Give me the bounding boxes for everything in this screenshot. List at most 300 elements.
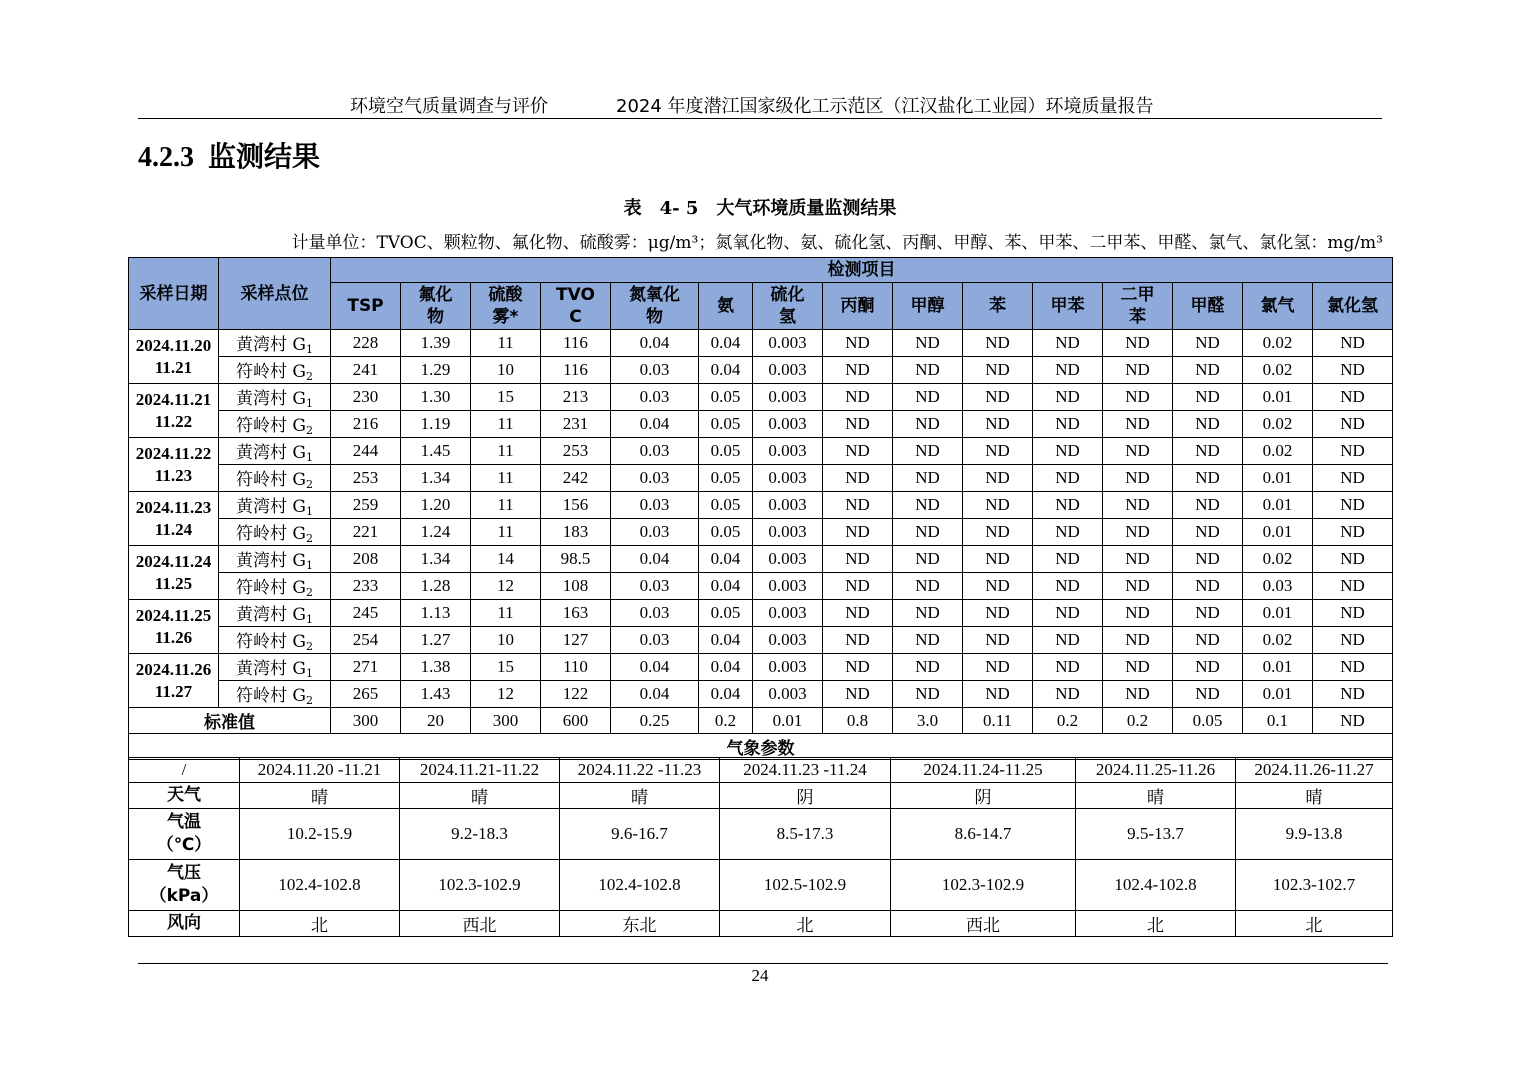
col-header-item: 硫化 氢 bbox=[753, 283, 823, 330]
weather-value: 晴 bbox=[1076, 783, 1236, 809]
weather-date: 2024.11.26-11.27 bbox=[1236, 758, 1393, 783]
value-cell: ND bbox=[963, 681, 1033, 708]
weather-value: 8.5-17.3 bbox=[720, 809, 891, 860]
value-cell: 116 bbox=[541, 357, 611, 384]
value-cell: 1.28 bbox=[401, 573, 471, 600]
value-cell: 221 bbox=[331, 519, 401, 546]
weather-row bbox=[129, 911, 1393, 937]
value-cell: ND bbox=[823, 573, 893, 600]
weather-date: 2024.11.24-11.25 bbox=[891, 758, 1076, 783]
weather-title: 气象参数 bbox=[129, 734, 1393, 760]
table-row bbox=[129, 654, 1393, 681]
value-cell: ND bbox=[1103, 492, 1173, 519]
value-cell: 0.003 bbox=[753, 465, 823, 492]
sample-site: 符岭村 $G_2$ bbox=[219, 519, 331, 546]
sample-date: 2024.11.22 11.23 bbox=[129, 438, 219, 492]
value-cell: ND bbox=[1103, 357, 1173, 384]
weather-row bbox=[129, 783, 1393, 809]
value-cell: ND bbox=[893, 357, 963, 384]
value-cell: 0.04 bbox=[699, 681, 753, 708]
value-cell: ND bbox=[1103, 465, 1173, 492]
value-cell: ND bbox=[1103, 411, 1173, 438]
value-cell: 163 bbox=[541, 600, 611, 627]
standard-value: 0.25 bbox=[611, 708, 699, 734]
weather-date: 2024.11.20 -11.21 bbox=[240, 758, 400, 783]
col-header-item: 氨 bbox=[699, 283, 753, 330]
value-cell: 0.05 bbox=[699, 600, 753, 627]
col-header-item: 氯气 bbox=[1243, 283, 1313, 330]
value-cell: ND bbox=[1313, 681, 1393, 708]
sample-site: 黄湾村 $G_1$ bbox=[219, 492, 331, 519]
value-cell: ND bbox=[1033, 627, 1103, 654]
standard-value: 300 bbox=[471, 708, 541, 734]
value-cell: 0.01 bbox=[1243, 519, 1313, 546]
value-cell: ND bbox=[1173, 330, 1243, 357]
col-header-item: 丙酮 bbox=[823, 283, 893, 330]
value-cell: 228 bbox=[331, 330, 401, 357]
monitoring-table-body bbox=[129, 258, 1393, 760]
value-cell: 0.03 bbox=[611, 357, 699, 384]
weather-value: 10.2-15.9 bbox=[240, 809, 400, 860]
value-cell: ND bbox=[1173, 681, 1243, 708]
sample-date: 2024.11.21 11.22 bbox=[129, 384, 219, 438]
value-cell: 230 bbox=[331, 384, 401, 411]
value-cell: 15 bbox=[471, 384, 541, 411]
value-cell: 0.04 bbox=[699, 546, 753, 573]
weather-value: 北 bbox=[1236, 911, 1393, 937]
value-cell: ND bbox=[963, 438, 1033, 465]
sample-site: 符岭村 $G_2$ bbox=[219, 411, 331, 438]
sample-site: 黄湾村 $G_1$ bbox=[219, 330, 331, 357]
table-row bbox=[129, 681, 1393, 708]
value-cell: 0.05 bbox=[699, 519, 753, 546]
value-cell: 233 bbox=[331, 573, 401, 600]
value-cell: 0.003 bbox=[753, 600, 823, 627]
value-cell: ND bbox=[1313, 465, 1393, 492]
weather-value: 东北 bbox=[560, 911, 720, 937]
value-cell: 0.03 bbox=[611, 573, 699, 600]
value-cell: 0.003 bbox=[753, 681, 823, 708]
value-cell: 0.03 bbox=[1243, 573, 1313, 600]
value-cell: 0.003 bbox=[753, 330, 823, 357]
weather-corner: / bbox=[129, 758, 240, 783]
value-cell: ND bbox=[1313, 519, 1393, 546]
value-cell: ND bbox=[1033, 654, 1103, 681]
monitoring-results-table bbox=[128, 257, 1393, 760]
value-cell: ND bbox=[823, 492, 893, 519]
value-cell: ND bbox=[963, 357, 1033, 384]
section-heading bbox=[138, 135, 320, 175]
weather-value: 9.6-16.7 bbox=[560, 809, 720, 860]
value-cell: 1.38 bbox=[401, 654, 471, 681]
weather-row bbox=[129, 860, 1393, 911]
weather-value: 晴 bbox=[400, 783, 560, 809]
sample-date: 2024.11.20 11.21 bbox=[129, 330, 219, 384]
weather-value: 晴 bbox=[240, 783, 400, 809]
value-cell: ND bbox=[1103, 546, 1173, 573]
col-header-item: 苯 bbox=[963, 283, 1033, 330]
weather-date: 2024.11.21-11.22 bbox=[400, 758, 560, 783]
value-cell: ND bbox=[823, 411, 893, 438]
weather-value: 102.3-102.7 bbox=[1236, 860, 1393, 911]
value-cell: 244 bbox=[331, 438, 401, 465]
value-cell: ND bbox=[1033, 600, 1103, 627]
value-cell: 1.19 bbox=[401, 411, 471, 438]
weather-value: 9.9-13.8 bbox=[1236, 809, 1393, 860]
standard-value: 3.0 bbox=[893, 708, 963, 734]
value-cell: ND bbox=[963, 600, 1033, 627]
value-cell: ND bbox=[1313, 492, 1393, 519]
weather-value: 西北 bbox=[400, 911, 560, 937]
value-cell: ND bbox=[893, 546, 963, 573]
value-cell: 216 bbox=[331, 411, 401, 438]
value-cell: ND bbox=[1103, 519, 1173, 546]
table-row bbox=[129, 465, 1393, 492]
value-cell: ND bbox=[1173, 492, 1243, 519]
value-cell: 213 bbox=[541, 384, 611, 411]
value-cell: ND bbox=[963, 465, 1033, 492]
weather-value: 阴 bbox=[720, 783, 891, 809]
value-cell: ND bbox=[893, 492, 963, 519]
weather-value: 102.4-102.8 bbox=[240, 860, 400, 911]
table-row bbox=[129, 600, 1393, 627]
weather-value: 102.4-102.8 bbox=[560, 860, 720, 911]
value-cell: 0.02 bbox=[1243, 357, 1313, 384]
weather-value: 9.5-13.7 bbox=[1076, 809, 1236, 860]
value-cell: 0.02 bbox=[1243, 546, 1313, 573]
col-header-item: 甲醛 bbox=[1173, 283, 1243, 330]
col-header-item: 硫酸 雾* bbox=[471, 283, 541, 330]
value-cell: 156 bbox=[541, 492, 611, 519]
value-cell: ND bbox=[1173, 411, 1243, 438]
value-cell: 0.04 bbox=[699, 627, 753, 654]
value-cell: ND bbox=[963, 573, 1033, 600]
value-cell: ND bbox=[893, 654, 963, 681]
sample-date: 2024.11.25 11.26 bbox=[129, 600, 219, 654]
table-caption: 表 4- 5 大气环境质量监测结果 bbox=[623, 198, 897, 219]
value-cell: ND bbox=[1033, 411, 1103, 438]
value-cell: 1.43 bbox=[401, 681, 471, 708]
value-cell: ND bbox=[1033, 573, 1103, 600]
value-cell: ND bbox=[1173, 627, 1243, 654]
value-cell: 1.27 bbox=[401, 627, 471, 654]
weather-row bbox=[129, 809, 1393, 860]
sample-site: 符岭村 $G_2$ bbox=[219, 681, 331, 708]
value-cell: ND bbox=[963, 411, 1033, 438]
standard-value: 0.2 bbox=[1033, 708, 1103, 734]
value-cell: 15 bbox=[471, 654, 541, 681]
weather-value: 北 bbox=[1076, 911, 1236, 937]
value-cell: 0.04 bbox=[611, 546, 699, 573]
standard-value: 0.1 bbox=[1243, 708, 1313, 734]
value-cell: 0.04 bbox=[611, 330, 699, 357]
value-cell: ND bbox=[893, 573, 963, 600]
table-row bbox=[129, 411, 1393, 438]
weather-value: 晴 bbox=[1236, 783, 1393, 809]
units-note: 计量单位：TVOC、颗粒物、氟化物、硫酸雾：μg/m³；氮氧化物、氨、硫化氢、丙酮、甲醇、苯、甲苯、二甲苯、甲醛、氯气、氯化氢：mg/m³ bbox=[291, 233, 1383, 253]
value-cell: 12 bbox=[471, 573, 541, 600]
value-cell: 0.01 bbox=[1243, 654, 1313, 681]
value-cell: 98.5 bbox=[541, 546, 611, 573]
value-cell: 0.02 bbox=[1243, 627, 1313, 654]
value-cell: ND bbox=[1033, 438, 1103, 465]
value-cell: ND bbox=[1313, 411, 1393, 438]
weather-row-label: 气温 （℃） bbox=[129, 809, 240, 860]
value-cell: 127 bbox=[541, 627, 611, 654]
value-cell: 11 bbox=[471, 519, 541, 546]
standard-label: 标准值 bbox=[129, 708, 331, 734]
sample-site: 黄湾村 $G_1$ bbox=[219, 438, 331, 465]
value-cell: 0.04 bbox=[699, 357, 753, 384]
value-cell: ND bbox=[1313, 627, 1393, 654]
value-cell: ND bbox=[823, 627, 893, 654]
value-cell: 0.02 bbox=[1243, 411, 1313, 438]
value-cell: ND bbox=[823, 438, 893, 465]
value-cell: 0.04 bbox=[699, 654, 753, 681]
value-cell: 0.02 bbox=[1243, 330, 1313, 357]
weather-value: 102.4-102.8 bbox=[1076, 860, 1236, 911]
value-cell: 122 bbox=[541, 681, 611, 708]
value-cell: 11 bbox=[471, 465, 541, 492]
standard-value: 300 bbox=[331, 708, 401, 734]
col-header-item: TVO C bbox=[541, 283, 611, 330]
value-cell: 253 bbox=[541, 438, 611, 465]
footer-rule bbox=[138, 963, 1388, 964]
value-cell: 0.04 bbox=[611, 411, 699, 438]
standard-value: 0.2 bbox=[699, 708, 753, 734]
value-cell: ND bbox=[1033, 357, 1103, 384]
sample-site: 黄湾村 $G_1$ bbox=[219, 654, 331, 681]
weather-value: 102.3-102.9 bbox=[891, 860, 1076, 911]
standard-value: 0.2 bbox=[1103, 708, 1173, 734]
col-header-site: 采样点位 bbox=[219, 258, 331, 330]
sample-date: 2024.11.24 11.25 bbox=[129, 546, 219, 600]
value-cell: ND bbox=[823, 384, 893, 411]
value-cell: 265 bbox=[331, 681, 401, 708]
value-cell: 1.13 bbox=[401, 600, 471, 627]
value-cell: ND bbox=[1173, 654, 1243, 681]
value-cell: 0.04 bbox=[611, 681, 699, 708]
value-cell: 108 bbox=[541, 573, 611, 600]
value-cell: ND bbox=[823, 654, 893, 681]
value-cell: ND bbox=[893, 465, 963, 492]
value-cell: 208 bbox=[331, 546, 401, 573]
standard-value: 0.05 bbox=[1173, 708, 1243, 734]
value-cell: ND bbox=[823, 681, 893, 708]
value-cell: 0.04 bbox=[699, 573, 753, 600]
table-row bbox=[129, 330, 1393, 357]
value-cell: 0.003 bbox=[753, 546, 823, 573]
value-cell: 241 bbox=[331, 357, 401, 384]
weather-date: 2024.11.22 -11.23 bbox=[560, 758, 720, 783]
value-cell: 245 bbox=[331, 600, 401, 627]
value-cell: ND bbox=[963, 492, 1033, 519]
value-cell: ND bbox=[1173, 546, 1243, 573]
table-row bbox=[129, 492, 1393, 519]
value-cell: ND bbox=[1173, 600, 1243, 627]
weather-row-label: 天气 bbox=[129, 783, 240, 809]
sample-site: 符岭村 $G_2$ bbox=[219, 357, 331, 384]
value-cell: 0.03 bbox=[611, 438, 699, 465]
value-cell: 0.003 bbox=[753, 573, 823, 600]
value-cell: ND bbox=[1313, 330, 1393, 357]
weather-value: 阴 bbox=[891, 783, 1076, 809]
value-cell: ND bbox=[893, 384, 963, 411]
value-cell: 0.02 bbox=[1243, 438, 1313, 465]
value-cell: ND bbox=[893, 411, 963, 438]
value-cell: 242 bbox=[541, 465, 611, 492]
weather-value: 北 bbox=[240, 911, 400, 937]
value-cell: ND bbox=[963, 654, 1033, 681]
value-cell: 0.03 bbox=[611, 519, 699, 546]
value-cell: 0.01 bbox=[1243, 384, 1313, 411]
value-cell: ND bbox=[823, 519, 893, 546]
value-cell: ND bbox=[963, 330, 1033, 357]
value-cell: 1.20 bbox=[401, 492, 471, 519]
value-cell: 231 bbox=[541, 411, 611, 438]
value-cell: 0.05 bbox=[699, 492, 753, 519]
weather-value: 北 bbox=[720, 911, 891, 937]
value-cell: 0.05 bbox=[699, 384, 753, 411]
value-cell: 0.05 bbox=[699, 411, 753, 438]
table-row bbox=[129, 438, 1393, 465]
value-cell: 0.01 bbox=[1243, 492, 1313, 519]
value-cell: 11 bbox=[471, 330, 541, 357]
value-cell: ND bbox=[1173, 438, 1243, 465]
value-cell: 0.01 bbox=[1243, 600, 1313, 627]
col-header-item: 甲醇 bbox=[893, 283, 963, 330]
value-cell: ND bbox=[823, 357, 893, 384]
value-cell: 14 bbox=[471, 546, 541, 573]
sample-site: 黄湾村 $G_1$ bbox=[219, 384, 331, 411]
value-cell: 0.003 bbox=[753, 654, 823, 681]
value-cell: ND bbox=[893, 681, 963, 708]
value-cell: ND bbox=[823, 330, 893, 357]
weather-title-row bbox=[129, 734, 1393, 760]
value-cell: 11 bbox=[471, 492, 541, 519]
value-cell: ND bbox=[1103, 573, 1173, 600]
value-cell: 254 bbox=[331, 627, 401, 654]
value-cell: 0.03 bbox=[611, 384, 699, 411]
value-cell: ND bbox=[1033, 546, 1103, 573]
value-cell: 1.34 bbox=[401, 465, 471, 492]
value-cell: ND bbox=[1313, 546, 1393, 573]
value-cell: ND bbox=[963, 384, 1033, 411]
section-title: 监测结果 bbox=[208, 140, 321, 173]
value-cell: ND bbox=[893, 519, 963, 546]
table-row bbox=[129, 519, 1393, 546]
value-cell: ND bbox=[963, 519, 1033, 546]
value-cell: ND bbox=[893, 627, 963, 654]
value-cell: 1.45 bbox=[401, 438, 471, 465]
col-header-group: 检测项目 bbox=[331, 258, 1393, 283]
value-cell: ND bbox=[1103, 384, 1173, 411]
table-row bbox=[129, 627, 1393, 654]
sample-date: 2024.11.26 11.27 bbox=[129, 654, 219, 708]
value-cell: ND bbox=[823, 600, 893, 627]
value-cell: 0.04 bbox=[699, 330, 753, 357]
weather-date-row bbox=[129, 758, 1393, 783]
value-cell: 0.003 bbox=[753, 519, 823, 546]
value-cell: ND bbox=[1313, 357, 1393, 384]
value-cell: 11 bbox=[471, 411, 541, 438]
value-cell: ND bbox=[1103, 438, 1173, 465]
value-cell: 0.01 bbox=[1243, 681, 1313, 708]
value-cell: 110 bbox=[541, 654, 611, 681]
value-cell: 1.34 bbox=[401, 546, 471, 573]
value-cell: 1.30 bbox=[401, 384, 471, 411]
value-cell: 11 bbox=[471, 438, 541, 465]
value-cell: 1.29 bbox=[401, 357, 471, 384]
sample-site: 符岭村 $G_2$ bbox=[219, 465, 331, 492]
weather-value: 102.3-102.9 bbox=[400, 860, 560, 911]
col-header-item: 甲苯 bbox=[1033, 283, 1103, 330]
header-row-group bbox=[129, 258, 1393, 283]
col-header-date: 采样日期 bbox=[129, 258, 219, 330]
table-row bbox=[129, 546, 1393, 573]
weather-row-label: 气压 （kPa） bbox=[129, 860, 240, 911]
value-cell: ND bbox=[1033, 330, 1103, 357]
running-header-left: 环境空气质量调查与评价 bbox=[350, 96, 548, 117]
standard-value: 0.8 bbox=[823, 708, 893, 734]
table-row bbox=[129, 384, 1393, 411]
value-cell: ND bbox=[1313, 600, 1393, 627]
value-cell: ND bbox=[1173, 384, 1243, 411]
value-cell: 0.003 bbox=[753, 438, 823, 465]
value-cell: ND bbox=[1033, 519, 1103, 546]
sample-site: 黄湾村 $G_1$ bbox=[219, 546, 331, 573]
value-cell: 0.05 bbox=[699, 465, 753, 492]
value-cell: 0.03 bbox=[611, 627, 699, 654]
section-number: 4.2.3 bbox=[138, 142, 194, 173]
value-cell: ND bbox=[1033, 384, 1103, 411]
value-cell: ND bbox=[1313, 654, 1393, 681]
weather-table bbox=[128, 757, 1393, 937]
col-header-item: 氟化 物 bbox=[401, 283, 471, 330]
value-cell: ND bbox=[1173, 573, 1243, 600]
value-cell: ND bbox=[1103, 654, 1173, 681]
value-cell: 253 bbox=[331, 465, 401, 492]
value-cell: 0.003 bbox=[753, 492, 823, 519]
weather-date: 2024.11.23 -11.24 bbox=[720, 758, 891, 783]
value-cell: 11 bbox=[471, 600, 541, 627]
value-cell: ND bbox=[1033, 492, 1103, 519]
page-number: 24 bbox=[751, 966, 769, 985]
col-header-item: 氯化氢 bbox=[1313, 283, 1393, 330]
value-cell: ND bbox=[963, 627, 1033, 654]
value-cell: 0.03 bbox=[611, 600, 699, 627]
col-header-item: TSP bbox=[331, 283, 401, 330]
value-cell: 183 bbox=[541, 519, 611, 546]
standard-value: ND bbox=[1313, 708, 1393, 734]
value-cell: 116 bbox=[541, 330, 611, 357]
value-cell: 0.003 bbox=[753, 627, 823, 654]
value-cell: 0.003 bbox=[753, 384, 823, 411]
value-cell: ND bbox=[1103, 627, 1173, 654]
running-header-right: 2024 年度潜江国家级化工示范区（江汉盐化工业园）环境质量报告 bbox=[616, 96, 1154, 117]
value-cell: ND bbox=[1103, 681, 1173, 708]
value-cell: ND bbox=[893, 600, 963, 627]
value-cell: 0.003 bbox=[753, 411, 823, 438]
value-cell: ND bbox=[1033, 465, 1103, 492]
value-cell: ND bbox=[1313, 438, 1393, 465]
standard-row bbox=[129, 708, 1393, 734]
value-cell: 0.03 bbox=[611, 492, 699, 519]
standard-value: 0.01 bbox=[753, 708, 823, 734]
sample-site: 符岭村 $G_2$ bbox=[219, 627, 331, 654]
weather-value: 102.5-102.9 bbox=[720, 860, 891, 911]
value-cell: ND bbox=[1103, 330, 1173, 357]
